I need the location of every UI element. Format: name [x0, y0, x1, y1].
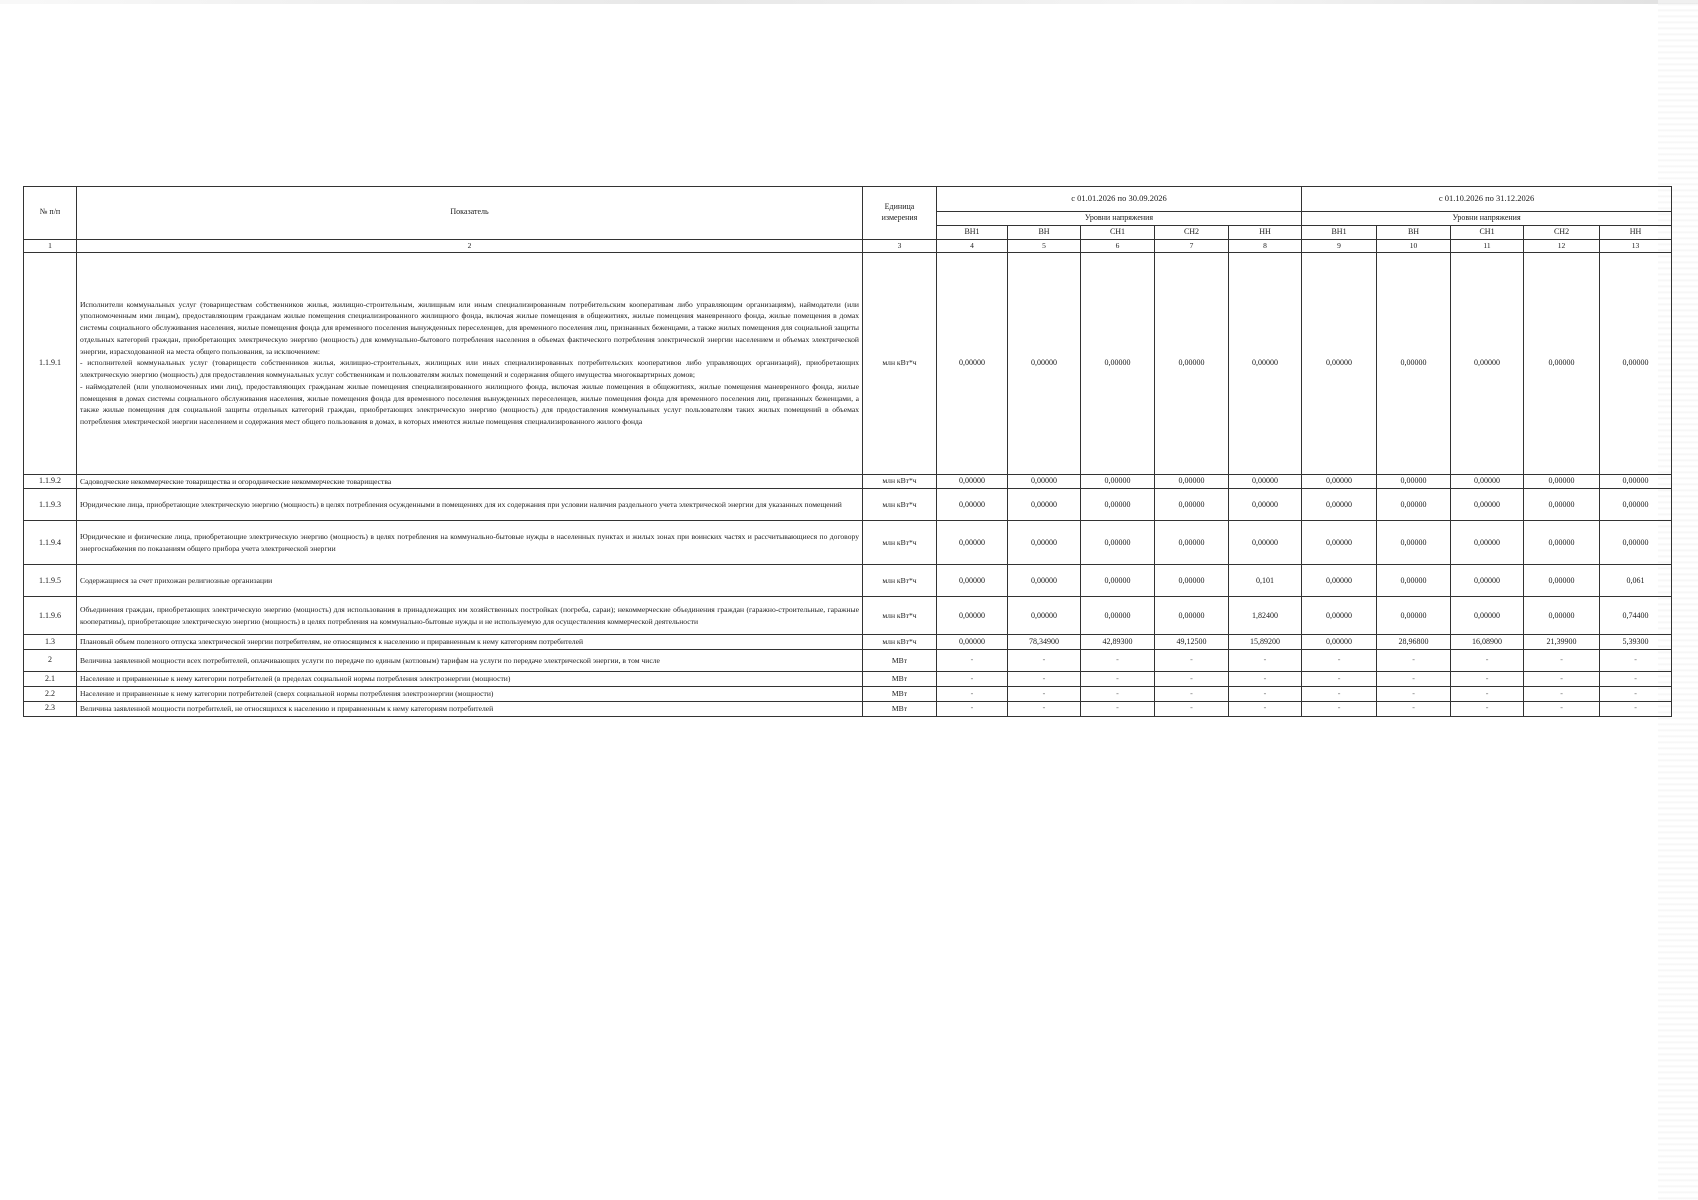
indicator-paragraph: - наймодателей (или уполномоченных ими лиц), предоставляющих гражданам жилые помещения специализированного жилищного фонда, включая жилые помещения в общежитиях, жилые помещения маневренного фонда, жилые помещения в домах системы социального обслуживания населения, жилые помещения фонда для временного поселения вынужденных переселенцев, жилые помещения фонда для временного поселения лиц, признанных беженцами, а также жилые помещения для социальной защиты отдельных категорий граждан, приобретающих электрическую энергию (мощность) для предоставления коммунальных услуг пользователям таких жилых помещений в объемах потребления электрической энергии населением и содержания мест общего пользования в домах, в которых имеются жилые помещения специализированного жилого фонда [80, 381, 859, 427]
row-number: 1.1.9.6 [24, 597, 77, 635]
value-cell: - [1229, 650, 1302, 672]
value-cell: 0,00000 [1524, 489, 1600, 521]
value-cell: 0,00000 [1451, 565, 1524, 597]
table-row [24, 650, 1672, 672]
header-level-1: ВН1 [937, 225, 1008, 239]
value-cell: - [1451, 701, 1524, 716]
table-row [24, 687, 1672, 702]
value-cell: 0,00000 [937, 635, 1008, 650]
indicator-paragraph: Юридические лица, приобретающие электрическую энергию (мощность) в целях потребления осужденными в помещениях для их содержания при условии наличия раздельного учета электрической энергии для указанных помещений [80, 500, 842, 510]
indicator-paragraph: Величина заявленной мощности потребителей, не относящихся к населению и приравненным к нему категориям потребителей [80, 703, 494, 713]
indicator-paragraph: Население и приравненные к нему категории потребителей (в пределах социальной нормы потребления электроэнергии (мощности) [80, 674, 511, 684]
value-cell: - [1377, 687, 1451, 702]
value-cell: 0,00000 [1302, 565, 1377, 597]
value-cell: 0,061 [1600, 565, 1672, 597]
table-row [24, 597, 1672, 635]
value-cell: 0,00000 [1229, 474, 1302, 489]
column-number: 12 [1524, 239, 1600, 252]
row-indicator [77, 597, 863, 635]
row-indicator [77, 635, 863, 650]
table-row [24, 701, 1672, 716]
value-cell: 0,00000 [1081, 565, 1155, 597]
row-indicator [77, 565, 863, 597]
value-cell: - [1600, 650, 1672, 672]
column-number: 2 [77, 239, 863, 252]
column-number: 4 [937, 239, 1008, 252]
value-cell: 0,00000 [1451, 474, 1524, 489]
value-cell: 0,00000 [1302, 597, 1377, 635]
value-cell: 0,00000 [1081, 252, 1155, 474]
row-unit: МВт [863, 672, 937, 687]
header-levels-2: Уровни напряжения [1302, 212, 1672, 226]
value-cell: 0,00000 [1524, 521, 1600, 565]
value-cell: - [1302, 672, 1377, 687]
value-cell: 5,39300 [1600, 635, 1672, 650]
value-cell: 0,00000 [1155, 597, 1229, 635]
value-cell: - [1081, 672, 1155, 687]
value-cell: - [1081, 650, 1155, 672]
value-cell: 0,74400 [1600, 597, 1672, 635]
value-cell: 0,00000 [1600, 474, 1672, 489]
header-level-10: НН [1600, 225, 1672, 239]
value-cell: - [1081, 701, 1155, 716]
column-number: 3 [863, 239, 937, 252]
value-cell: 0,101 [1229, 565, 1302, 597]
value-cell: 0,00000 [1377, 597, 1451, 635]
indicator-paragraph: Объединения граждан, приобретающих электрическую энергию (мощность) для использования в принадлежащих им хозяйственных постройках (погреба, сараи); некоммерческие объединения граждан (гаражно-строительные, гаражные кооперативы), приобретающие электрическую энергию (мощность) в целях потребления на коммунально-бытовые нужды и не используемую для осуществления коммерческой деятельности [80, 605, 859, 626]
value-cell: - [1008, 672, 1081, 687]
scan-edge-top [0, 0, 1698, 4]
value-cell: 0,00000 [1008, 565, 1081, 597]
value-cell: 0,00000 [1524, 252, 1600, 474]
row-indicator [77, 701, 863, 716]
value-cell: 0,00000 [1008, 597, 1081, 635]
value-cell: - [1155, 687, 1229, 702]
header-level-8: СН1 [1451, 225, 1524, 239]
indicator-paragraph: - исполнителей коммунальных услуг (товариществ собственников жилья, жилищно-строительных, жилищных или иных специализированных потребительских кооперативов либо управляющих организаций), приобретающих электрическую энергию (мощность) для предоставления коммунальных услуг собственникам и пользователям жилых помещений и содержания общего имущества многоквартирных домов; [80, 358, 859, 380]
row-indicator [77, 489, 863, 521]
column-number: 5 [1008, 239, 1081, 252]
value-cell: 0,00000 [937, 521, 1008, 565]
value-cell: 0,00000 [1600, 252, 1672, 474]
value-cell: 0,00000 [937, 597, 1008, 635]
row-number: 1.1.9.1 [24, 252, 77, 474]
value-cell: - [1008, 687, 1081, 702]
value-cell: 1,82400 [1229, 597, 1302, 635]
header-level-9: СН2 [1524, 225, 1600, 239]
table-row [24, 672, 1672, 687]
row-unit: млн кВт*ч [863, 252, 937, 474]
value-cell: - [1302, 687, 1377, 702]
column-number: 7 [1155, 239, 1229, 252]
row-number: 2.3 [24, 701, 77, 716]
value-cell: 28,96800 [1377, 635, 1451, 650]
indicator-paragraph: Плановый объем полезного отпуска электрической энергии потребителям, не относящимся к населению и приравненным к нему категориям потребителей [80, 637, 584, 647]
header-level-4: СН2 [1155, 225, 1229, 239]
value-cell: 0,00000 [1524, 474, 1600, 489]
row-unit: МВт [863, 701, 937, 716]
row-indicator [77, 521, 863, 565]
value-cell: 0,00000 [1155, 252, 1229, 474]
value-cell: 0,00000 [1524, 565, 1600, 597]
indicator-paragraph: Величина заявленной мощности всех потребителей, оплачивающих услуги по передаче по единым (котловым) тарифам на услуги по передаче электрической энергии, в том числе [80, 655, 660, 665]
value-cell: 16,08900 [1451, 635, 1524, 650]
table-row [24, 252, 1672, 474]
indicator-paragraph: Исполнители коммунальных услуг (товариществам собственников жилья, жилищно-строительным, жилищным или иным специализированным потребительским кооперативам либо управляющим организациям), наймодатели (или уполномоченным ими лицам), предоставляющим гражданам жилые помещения специализированного жилищного фонда, включая жилые помещения в общежитиях, жилые помещения маневренного фонда, жилые помещения в домах системы социального обслуживания населения, жилые помещения фонда для временного поселения вынужденных переселенцев, для временного поселения лиц, признанных беженцами, а также жилых помещения для социальной защиты отдельных категорий граждан, приобретающих электрическую энергию (мощность) для коммунально-бытового потребления населения в объемах фактического потребления электрической энергии населением и объемах электрической энергии, израсходованной на места общего пользования, за исключением: [80, 299, 859, 356]
table-row [24, 489, 1672, 521]
row-unit: МВт [863, 687, 937, 702]
row-unit: млн кВт*ч [863, 521, 937, 565]
indicator-paragraph: Содержащиеся за счет прихожан религиозные организации [80, 576, 273, 586]
indicator-paragraph: Садоводческие некоммерческие товарищества и огороднические некоммерческие товарищества [80, 476, 392, 486]
row-number: 1.1.9.5 [24, 565, 77, 597]
value-cell: 0,00000 [1229, 252, 1302, 474]
value-cell: - [1155, 650, 1229, 672]
value-cell: 0,00000 [1302, 474, 1377, 489]
column-number: 11 [1451, 239, 1524, 252]
header-level-3: СН1 [1081, 225, 1155, 239]
value-cell: - [1524, 672, 1600, 687]
value-cell: 0,00000 [1008, 252, 1081, 474]
value-cell: - [1524, 650, 1600, 672]
row-indicator [77, 672, 863, 687]
value-cell: 0,00000 [1302, 489, 1377, 521]
value-cell: - [1451, 650, 1524, 672]
table-row [24, 635, 1672, 650]
value-cell: 21,39900 [1524, 635, 1600, 650]
value-cell: 49,12500 [1155, 635, 1229, 650]
value-cell: - [1600, 672, 1672, 687]
value-cell: - [1302, 650, 1377, 672]
row-number: 2.2 [24, 687, 77, 702]
value-cell: - [1155, 701, 1229, 716]
value-cell: 0,00000 [1229, 489, 1302, 521]
value-cell: 42,89300 [1081, 635, 1155, 650]
header-unit: Единица измерения [863, 187, 937, 240]
value-cell: 0,00000 [937, 252, 1008, 474]
value-cell: - [1377, 650, 1451, 672]
row-unit: МВт [863, 650, 937, 672]
column-number: 1 [24, 239, 77, 252]
table-row [24, 474, 1672, 489]
value-cell: 0,00000 [937, 565, 1008, 597]
value-cell: 0,00000 [937, 474, 1008, 489]
value-cell: - [1600, 687, 1672, 702]
header-level-5: НН [1229, 225, 1302, 239]
tariff-balance-table [23, 186, 1672, 717]
header-levels-1: Уровни напряжения [937, 212, 1302, 226]
column-number: 9 [1302, 239, 1377, 252]
header-indicator: Показатель [77, 187, 863, 240]
value-cell: - [1524, 701, 1600, 716]
row-unit: млн кВт*ч [863, 635, 937, 650]
value-cell: 0,00000 [1081, 474, 1155, 489]
value-cell: 0,00000 [1302, 635, 1377, 650]
value-cell: 78,34900 [1008, 635, 1081, 650]
row-unit: млн кВт*ч [863, 474, 937, 489]
value-cell: 0,00000 [1451, 252, 1524, 474]
value-cell: 0,00000 [1600, 489, 1672, 521]
indicator-paragraph: Население и приравненные к нему категории потребителей (сверх социальной нормы потребления электроэнергии (мощности) [80, 689, 494, 699]
row-number: 1.3 [24, 635, 77, 650]
value-cell: - [1229, 701, 1302, 716]
row-indicator [77, 650, 863, 672]
header-period-2: с 01.10.2026 по 31.12.2026 [1302, 187, 1672, 212]
value-cell: 0,00000 [1229, 521, 1302, 565]
value-cell: 0,00000 [1155, 565, 1229, 597]
row-number: 1.1.9.4 [24, 521, 77, 565]
header-level-6: ВН1 [1302, 225, 1377, 239]
value-cell: 0,00000 [1377, 489, 1451, 521]
indicator-paragraph: Юридические и физические лица, приобретающие электрическую энергию (мощность) в целях потребления на коммунально-бытовые нужды в населенных пунктах и жилых зонах при воинских частях и рассчитывающиеся по договору энергоснабжения по показаниям общего прибора учета электрической энергии [80, 532, 859, 553]
row-indicator [77, 252, 863, 474]
value-cell: 0,00000 [1081, 489, 1155, 521]
value-cell: - [1008, 650, 1081, 672]
value-cell: - [1451, 687, 1524, 702]
value-cell: 0,00000 [937, 489, 1008, 521]
value-cell: 0,00000 [1008, 489, 1081, 521]
value-cell: 0,00000 [1377, 252, 1451, 474]
value-cell: 0,00000 [1081, 597, 1155, 635]
value-cell: - [1081, 687, 1155, 702]
header-period-1: с 01.01.2026 по 30.09.2026 [937, 187, 1302, 212]
value-cell: - [937, 687, 1008, 702]
value-cell: - [1229, 687, 1302, 702]
value-cell: 0,00000 [1081, 521, 1155, 565]
value-cell: - [937, 672, 1008, 687]
value-cell: 0,00000 [1377, 565, 1451, 597]
row-indicator [77, 474, 863, 489]
row-number: 1.1.9.3 [24, 489, 77, 521]
value-cell: - [1155, 672, 1229, 687]
value-cell: - [1377, 672, 1451, 687]
value-cell: - [1600, 701, 1672, 716]
value-cell: 0,00000 [1451, 489, 1524, 521]
value-cell: 0,00000 [1008, 474, 1081, 489]
value-cell: - [1524, 687, 1600, 702]
row-indicator [77, 687, 863, 702]
header-level-2: ВН [1008, 225, 1081, 239]
value-cell: 0,00000 [1155, 489, 1229, 521]
value-cell: 0,00000 [1600, 521, 1672, 565]
value-cell: - [1008, 701, 1081, 716]
table-row [24, 565, 1672, 597]
value-cell: - [1229, 672, 1302, 687]
value-cell: 0,00000 [1302, 252, 1377, 474]
value-cell: 0,00000 [1377, 474, 1451, 489]
row-unit: млн кВт*ч [863, 489, 937, 521]
value-cell: 0,00000 [1155, 474, 1229, 489]
value-cell: 0,00000 [1155, 521, 1229, 565]
value-cell: 0,00000 [1008, 521, 1081, 565]
value-cell: - [1451, 672, 1524, 687]
value-cell: - [937, 701, 1008, 716]
column-number: 6 [1081, 239, 1155, 252]
value-cell: 0,00000 [1377, 521, 1451, 565]
value-cell: - [937, 650, 1008, 672]
value-cell: 0,00000 [1451, 597, 1524, 635]
column-number: 10 [1377, 239, 1451, 252]
value-cell: 0,00000 [1524, 597, 1600, 635]
row-number: 1.1.9.2 [24, 474, 77, 489]
row-unit: млн кВт*ч [863, 597, 937, 635]
value-cell: 0,00000 [1451, 521, 1524, 565]
value-cell: 15,89200 [1229, 635, 1302, 650]
value-cell: - [1377, 701, 1451, 716]
column-number: 13 [1600, 239, 1672, 252]
value-cell: - [1302, 701, 1377, 716]
row-number: 2 [24, 650, 77, 672]
value-cell: 0,00000 [1302, 521, 1377, 565]
table-row [24, 521, 1672, 565]
row-number: 2.1 [24, 672, 77, 687]
header-level-7: ВН [1377, 225, 1451, 239]
column-number: 8 [1229, 239, 1302, 252]
row-unit: млн кВт*ч [863, 565, 937, 597]
header-no: № п/п [24, 187, 77, 240]
